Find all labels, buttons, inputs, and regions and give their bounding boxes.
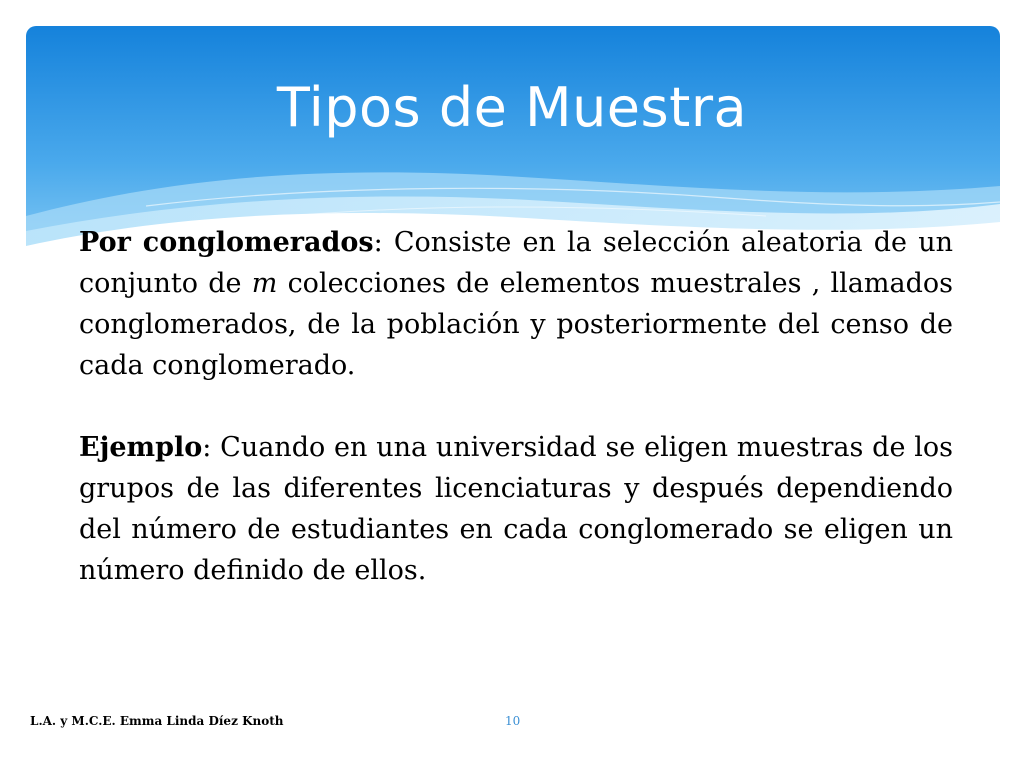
slide-title: Tipos de Muestra <box>276 76 748 139</box>
term-conglomerados: Por conglomerados <box>79 227 374 258</box>
paragraph-example <box>79 427 953 591</box>
page-number: 10 <box>505 714 521 728</box>
example-text: : Cuando en una universidad se eligen muestras de los grupos de las diferentes licenciaturas y después dependiendo del número de estudiantes en cada conglomerado se eligen un número definido de ellos. <box>79 432 953 586</box>
definition-text-part1: : Consiste en la selección aleatoria de un conjunto de <box>79 227 953 299</box>
definition-text-part2: colecciones de elementos muestrales , llamados conglomerados, de la población y posteriormente del censo de cada conglomerado. <box>79 268 953 381</box>
footer-author: L.A. y M.C.E. Emma Linda Díez Knoth <box>30 714 284 728</box>
body-content <box>79 222 953 591</box>
term-ejemplo: Ejemplo <box>79 432 203 463</box>
paragraph-definition <box>79 222 953 386</box>
variable-m: m <box>251 268 278 299</box>
